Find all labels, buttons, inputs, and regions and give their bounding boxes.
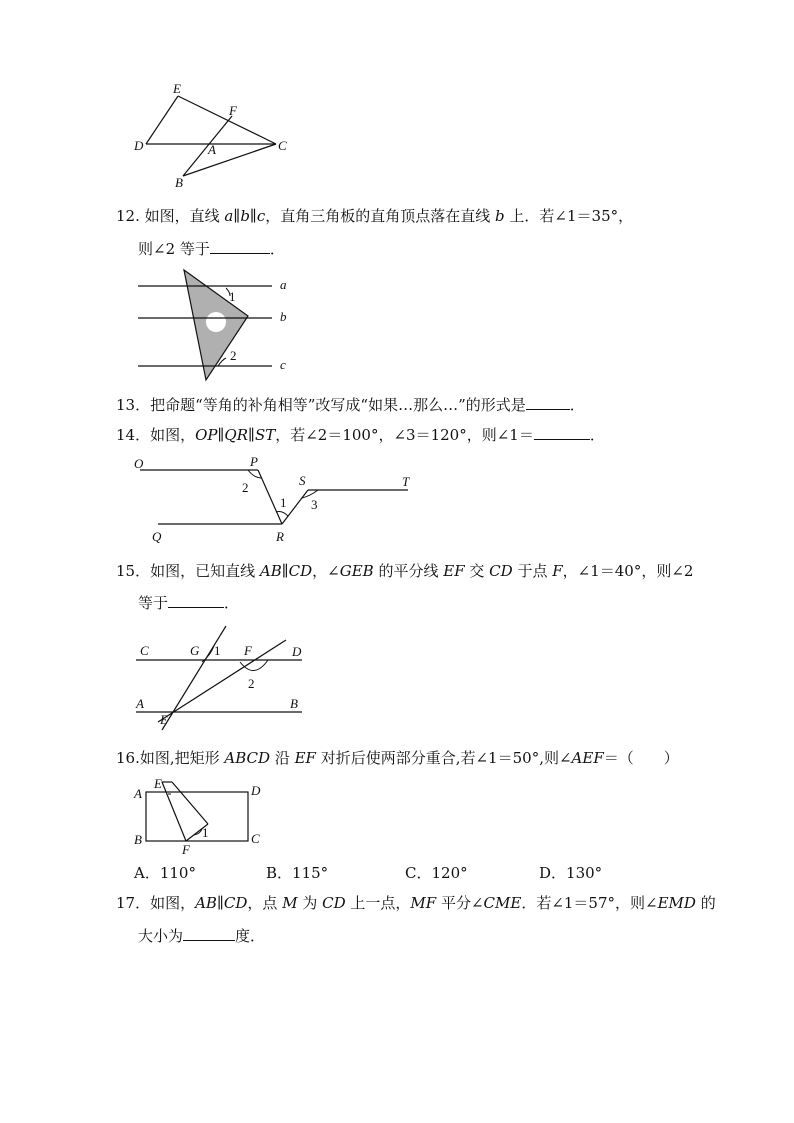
- answer-blank[interactable]: [534, 425, 590, 440]
- label-D: D: [251, 783, 261, 798]
- label-A: A: [136, 696, 144, 711]
- angle-1-label: 1: [229, 289, 236, 304]
- label-Q: Q: [152, 529, 162, 544]
- label-F: F: [244, 643, 252, 658]
- figure-q15: [130, 622, 310, 732]
- label-A: A: [134, 786, 142, 801]
- option-d[interactable]: D．130°: [539, 864, 603, 882]
- figure-q12: [130, 268, 300, 386]
- label-T: T: [402, 474, 410, 489]
- label-C: C: [278, 138, 287, 153]
- label-F: F: [229, 103, 237, 118]
- angle-2-label: 2: [230, 348, 237, 363]
- angle-1-label: 1: [202, 825, 209, 840]
- label-B: B: [175, 175, 183, 190]
- angle-2-label: 2: [242, 480, 249, 495]
- label-C: C: [251, 831, 260, 846]
- line-label-a: a: [280, 277, 287, 292]
- question-17: 17．如图，AB∥CD，点 M 为 CD 上一点，MF 平分∠CME．若∠1＝57°，则∠EMD 的: [116, 894, 716, 912]
- question-16: 16.如图,把矩形 ABCD 沿 EF 对折后使两部分重合,若∠1＝50°,则∠AEF＝（ ）: [116, 749, 679, 767]
- question-17-line2: 大小为 度．: [138, 927, 266, 945]
- question-12: 12. 如图，直线 a∥b∥c，直角三角板的直角顶点落在直线 b 上．若∠1＝35°，: [116, 207, 634, 225]
- question-15-line2: 等于 ．: [138, 594, 240, 612]
- option-b[interactable]: B．115°: [266, 864, 329, 882]
- line-label-b: b: [280, 309, 287, 324]
- label-B: B: [290, 696, 298, 711]
- label-F: F: [182, 842, 190, 857]
- figure-q16: [130, 774, 270, 858]
- answer-blank[interactable]: [168, 593, 224, 608]
- label-D: D: [134, 138, 144, 153]
- label-C: C: [140, 643, 149, 658]
- label-R: R: [276, 529, 284, 544]
- question-12-line2: 则∠2 等于 ．: [138, 240, 285, 258]
- label-B: B: [134, 832, 142, 847]
- label-O: O: [134, 456, 144, 471]
- answer-blank[interactable]: [210, 239, 270, 254]
- label-S: S: [299, 473, 306, 488]
- answer-blank[interactable]: [526, 395, 570, 410]
- angle-1-label: 1: [214, 643, 221, 658]
- figure-q11: [128, 78, 308, 196]
- angle-2-label: 2: [248, 676, 255, 691]
- answer-blank[interactable]: [183, 926, 235, 941]
- label-E: E: [154, 776, 162, 791]
- label-D: D: [292, 644, 302, 659]
- label-P: P: [250, 454, 258, 469]
- option-a[interactable]: A．110°: [134, 864, 196, 882]
- question-14: 14．如图，OP∥QR∥ST，若∠2＝100°，∠3＝120°，则∠1＝ ．: [116, 426, 605, 444]
- question-13: 13．把命题“等角的补角相等”改写成“如果…那么…”的形式是 ．: [116, 396, 585, 414]
- line-label-c: c: [280, 357, 286, 372]
- question-15: 15．如图，已知直线 AB∥CD，∠GEB 的平分线 EF 交 CD 于点 F，∠1＝40°，则∠2: [116, 562, 694, 580]
- label-E: E: [160, 712, 168, 727]
- label-A: A: [208, 142, 216, 157]
- angle-1-label: 1: [280, 495, 287, 510]
- figure-q14: [128, 452, 428, 550]
- option-c[interactable]: C．120°: [405, 864, 468, 882]
- label-E: E: [173, 81, 181, 96]
- angle-3-label: 3: [311, 497, 318, 512]
- label-G: G: [190, 643, 200, 658]
